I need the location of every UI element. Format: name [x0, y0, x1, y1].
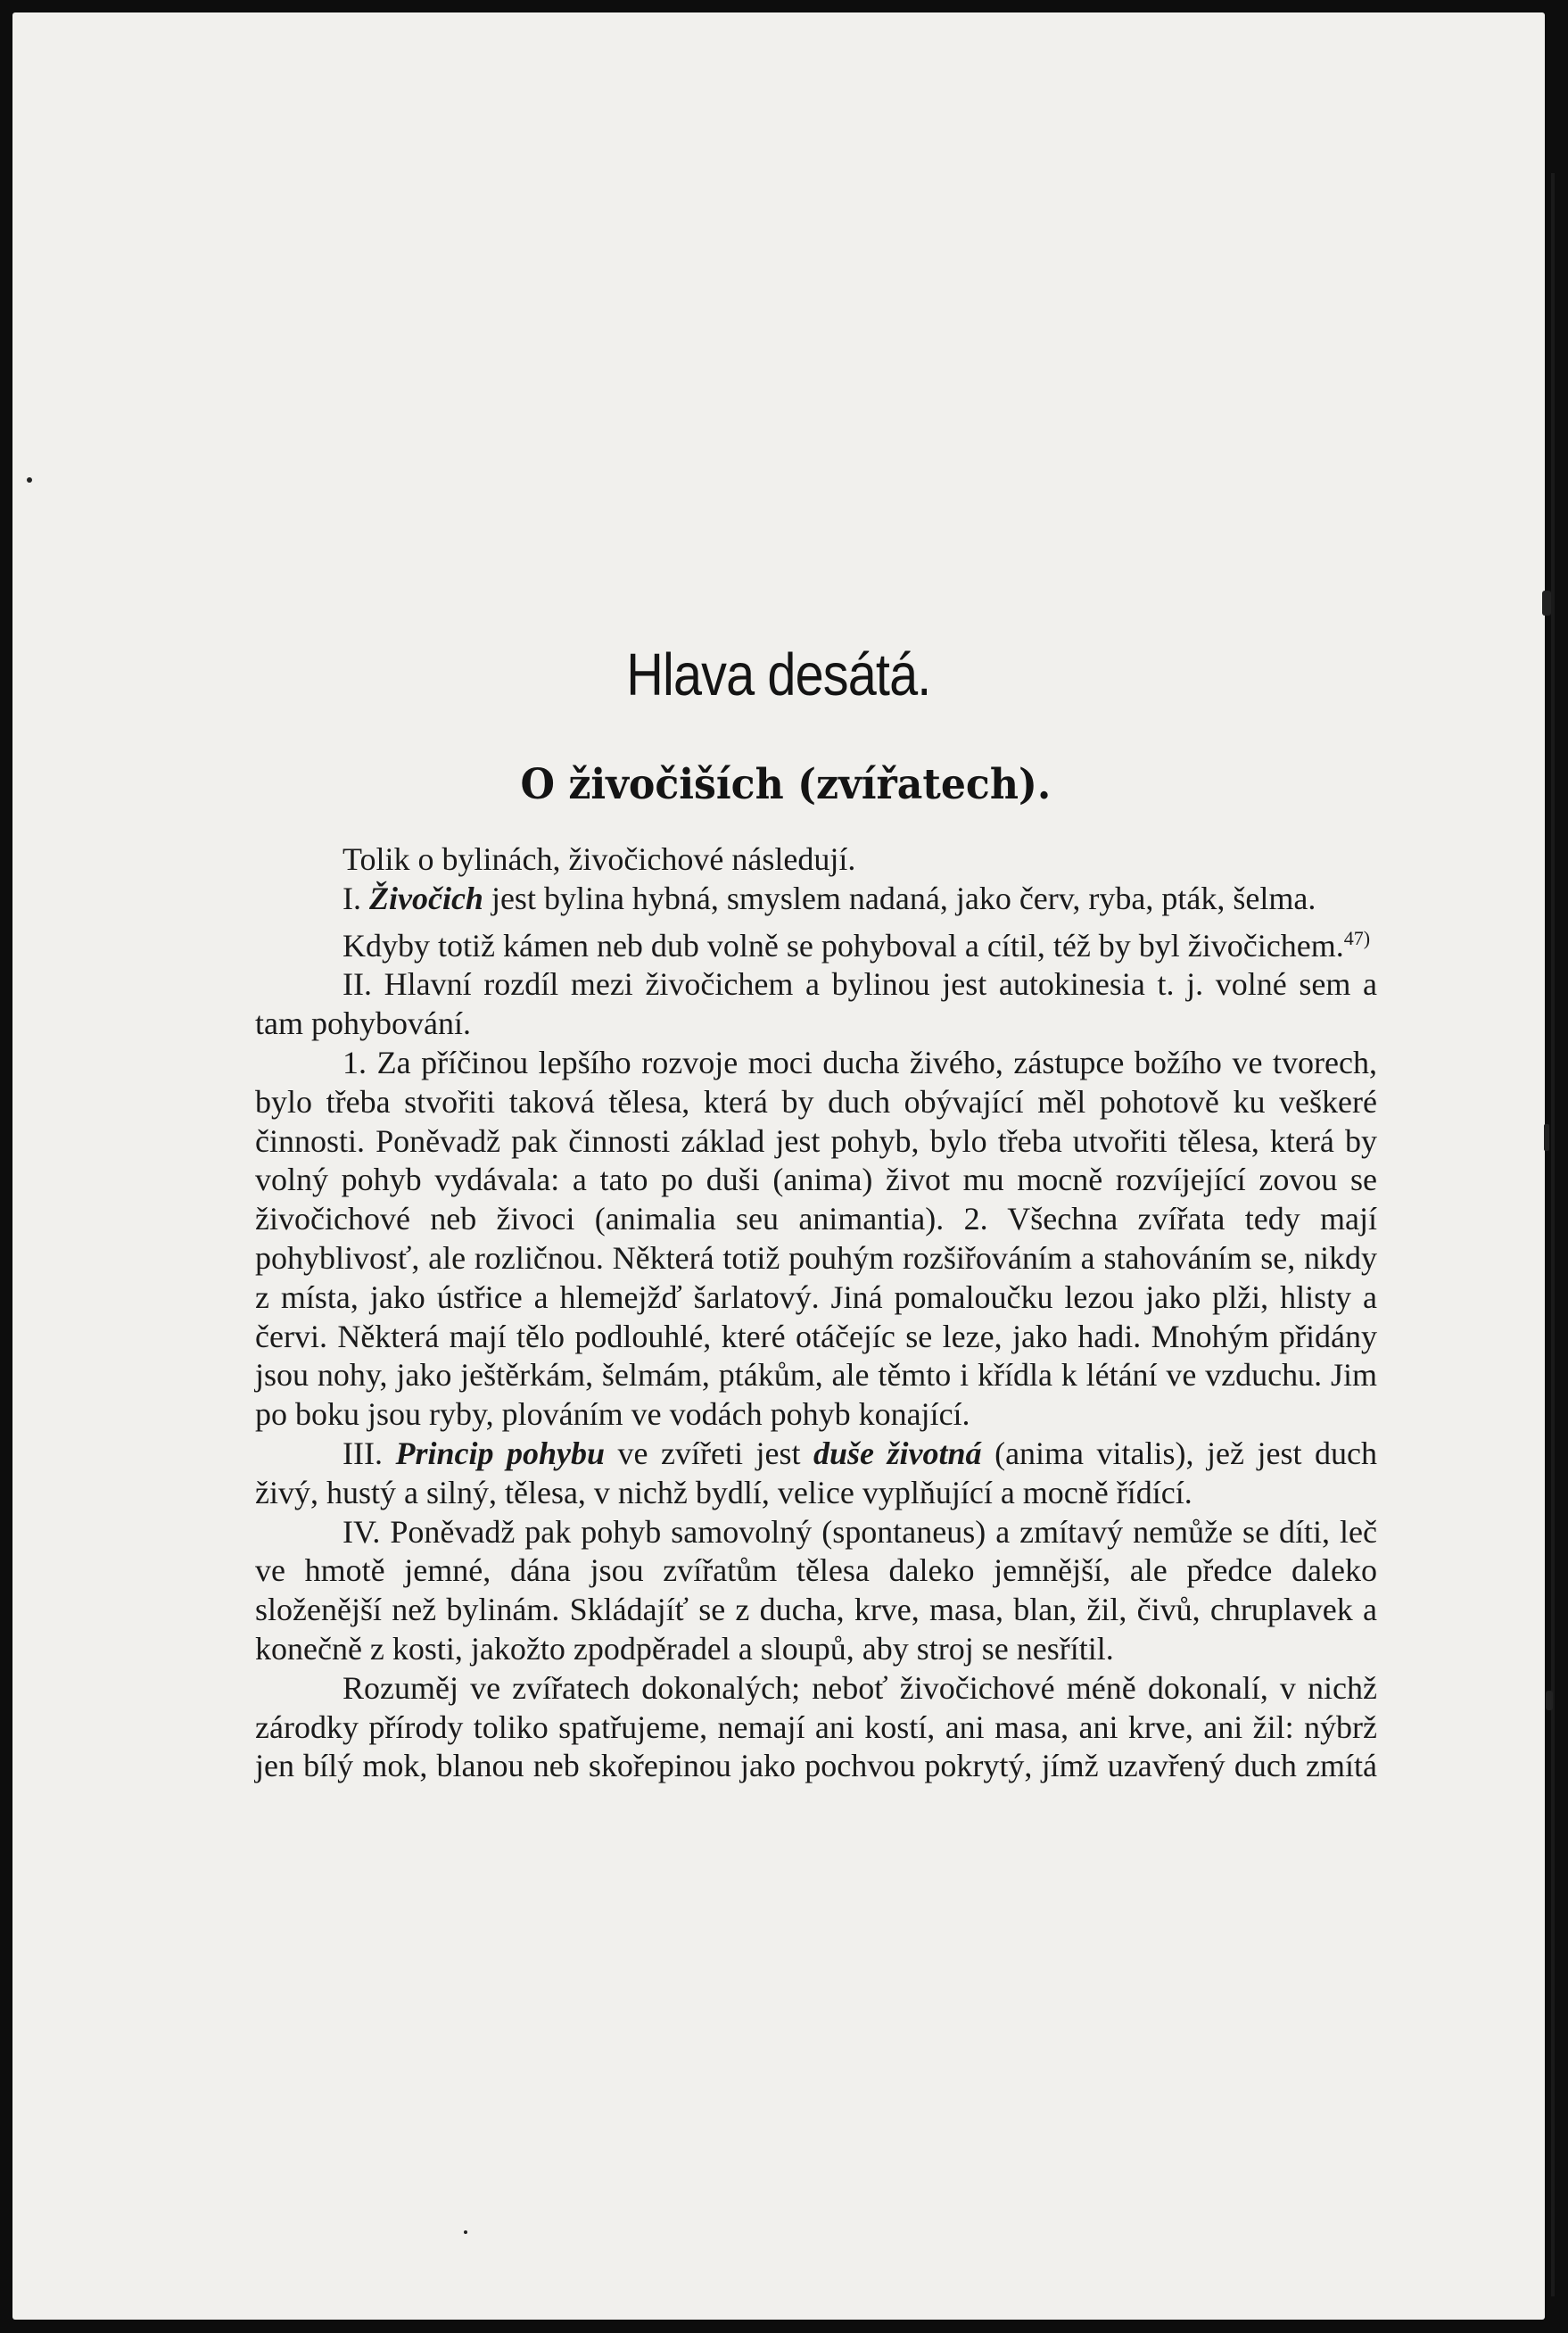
paragraph-IV: [255, 1513, 1377, 1669]
scan-speck: [1546, 1691, 1553, 1710]
paragraph-II: [255, 965, 1377, 1044]
paragraph-text: II. Hlavní rozdíl mezi živočichem a bylinou jest autokinesia t. j. volné sem a tam pohybování.: [255, 966, 1377, 1042]
body-text: [255, 840, 1377, 1786]
paragraph-intro: [255, 840, 1377, 880]
emphasis-term: duše životná: [813, 1435, 982, 1471]
paragraph-I: [255, 880, 1377, 919]
paragraph-text: Rozuměj ve zvířatech dokonalých; neboť živočichové méně dokonalí, v nichž zárodky přírody toliko spatřujeme, nemají ani kostí, ani masa, ani krve, ani žil: nýbrž jen bílý mok, blanou neb skořepinou jako pochvou pokrytý, jímž uzavřený duch zmítá: [255, 1669, 1377, 1784]
scan-speck: [1544, 1124, 1549, 1151]
footnote-ref: 47): [1343, 926, 1371, 949]
paragraph-text: Tolik o bylinách, živočichové následují.: [342, 841, 856, 877]
paragraph-text: (anima vitalis), jež jest duch živý, hustý a silný, tělesa, v nichž bydlí, velice vyplňující a mocně řídící.: [255, 1435, 1377, 1510]
paragraph-III: [255, 1435, 1377, 1513]
paragraph-text: Kdyby totiž kámen neb dub volně se pohyboval a cítil, též by byl živočichem.: [342, 927, 1344, 964]
emphasis-term: Princip pohybu: [395, 1435, 606, 1471]
paragraph-text: III.: [342, 1435, 396, 1471]
paragraph-kdyby: [255, 919, 1377, 966]
paragraph-text: 1. Za příčinou lepšího rozvoje moci ducha živého, zástupce božího ve tvorech, bylo třeba stvořiti taková tělesa, která by duch obývající měl pohotově ku veškeré činnosti. Poněvadž pak činnosti základ jest pohyb, bylo třeba utvořiti tělesa, která by volný pohyb vydávala: a tato po duši (anima) život mu mocně rozvíjející zovou se živočichové neb živoci (animalia seu animantia). 2. Všechna zvířata tedy mají pohyblivosť, ale rozličnou. Některá totiž pouhým rozšiřováním a stahováním se, nikdy z místa, jako ústřice a hlemejžď šarlatový. Jiná pomaloučku lezou jako plži, hlisty a červi. Některá mají tělo podlouhlé, které otáčejíc se leze, jako hadi. Mnohým přidány jsou nohy, jako ještěrkám, šelmám, ptákům, ale těmto i křídla k létání ve vzduchu. Jim po boku jsou ryby, plováním ve vodách pohyb konající.: [255, 1044, 1377, 1433]
scan-speck: [464, 2230, 467, 2234]
paragraph-rozumej: [255, 1669, 1377, 1786]
paragraph-1-2: [255, 1044, 1377, 1435]
scan-speck: [1542, 591, 1551, 616]
paragraph-text: IV. Poněvadž pak pohyb samovolný (spontaneus) a zmítavý nemůže se díti, leč ve hmotě jemné, dána jsou zvířatům tělesa daleko jemnější, ale předce daleko složenější než bylinám. Skládajíť se z ducha, krve, masa, blan, žil, čivů, chruplavek a konečně z kosti, jakožto zpodpěradel a sloupů, aby stroj se nesřítil.: [255, 1513, 1377, 1667]
paragraph-text: ve zvířeti jest: [605, 1435, 814, 1471]
chapter-title: Hlava desátá.: [626, 641, 931, 708]
paragraph-text: jest bylina hybná, smyslem nadaná, jako červ, ryba, pták, šelma.: [483, 880, 1316, 916]
binding-edge-line: [1551, 173, 1555, 2296]
paragraph-text: I.: [342, 880, 369, 916]
section-title: O živočiších (zvířatech).: [520, 760, 1052, 809]
scan-speck: [27, 477, 32, 483]
emphasis-term: Živočich: [369, 880, 483, 916]
